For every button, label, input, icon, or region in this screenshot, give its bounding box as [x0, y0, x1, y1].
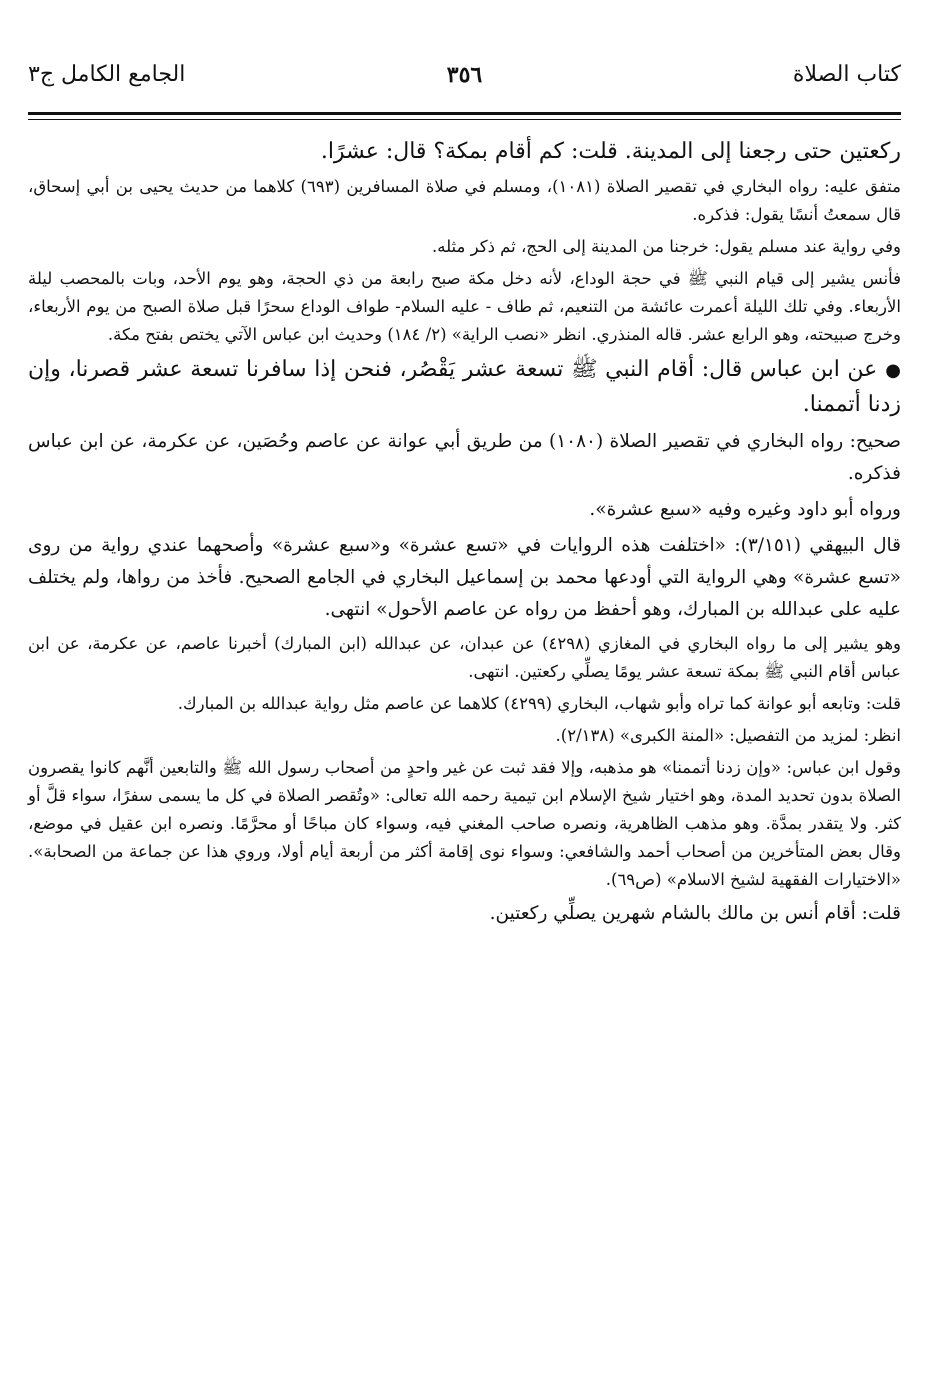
page-header: [28, 62, 901, 112]
takhrij-note: متفق عليه: رواه البخاري في تقصير الصلاة (١٠٨١)، ومسلم في صلاة المسافرين (٦٩٣) كلاهما من حديث يحيى بن أبي إسحاق، قال سمعتُ أنسًا يقول: فذكره.: [28, 177, 902, 224]
page-body: [28, 135, 901, 934]
hadith-continuation: ركعتين حتى رجعنا إلى المدينة. قلت: كم أقام بمكة؟ قال: عشرًا.: [320, 139, 901, 164]
bayhaqi-quote: قال البيهقي (٣/١٥١): «اختلفت هذه الروايات في «تسع عشرة» و«سبع عشرة» وأصحهما عندي رواية من روى «تسع عشرة» وهي الرواية التي أودعها محمد بن إسماعيل البخاري في الجامع الصحيح. فأخذ من رواها، ولم يختلف عليه على عبدالله بن المبارك، وهو أحفظ من رواه عن عاصم الأحول» انتهى.: [28, 535, 901, 620]
bukhari-maghazi-note: وهو يشير إلى ما رواه البخاري في المغازي (٤٢٩٨) عن عبدان، عن عبدالله (ابن المبارك) أخبرنا عاصم، عن عكرمة، عن ابن عباس أقام النبي ﷺ بمكة تسعة عشر يومًا يصلِّي ركعتين. انتهى.: [28, 634, 901, 681]
reference-note: انظر: لمزيد من التفصيل: «المنة الكبرى» (٢/١٣٨).: [555, 726, 901, 745]
header-rule-thin: [28, 119, 901, 120]
commentary-paragraph: فأنس يشير إلى قيام النبي ﷺ في حجة الوداع، لأنه دخل مكة صبح رابعة من ذي الحجة، وهو يوم الأحد، وبات بالمحصب ليلة الأربعاء. وفي تلك الليلة أعمرت عائشة من التنعيم، ثم طاف - عليه السلام- طواف الوداع سحرًا قبل صلاة الصبح من يوم الأربعاء، وخرج صبيحته، وهو الرابع عشر. قاله المنذري. انظر «نصب الراية» (٢/ ١٨٤) وحديث ابن عباس الآتي يختص بفتح مكة.: [28, 269, 901, 344]
ibn-taymiyyah-commentary: وقول ابن عباس: «وإن زدنا أتممنا» هو مذهبه، وإلا فقد ثبت عن غير واحدٍ من أصحاب رسول الله ﷺ والتابعين أنَّهم كانوا يقصرون الصلاة بدون تحديد المدة، وهو اختيار شيخ الإسلام ابن تيمية رحمه الله تعالى: «وتُقصر الصلاة في كل ما يسمى سفرًا، سواء قلَّ أو كثر. ولا يتقدر بمدَّة. وهو مذهب الظاهرية، ونصره صاحب المغني فيه، وسواء كان مباحًا أو محرَّمًا. ونصره ابن عقيل في موضع، وقال بعض المتأخرين من أصحاب أحمد والشافعي: وسواء نوى إقامة أكثر من أربعة أيام أولا، وروي هذا عن جماعة من الصحابة». «الاختيارات الفقهية لشيخ الاسلام» (ص٦٩).: [28, 758, 901, 889]
running-head-section: كتاب الصلاة: [792, 62, 901, 87]
header-rule-thick: [28, 112, 901, 115]
abu-dawud-note: ورواه أبو داود وغيره وفيه «سبع عشرة».: [589, 499, 901, 520]
hadith-text: عن ابن عباس قال: أقام النبي ﷺ تسعة عشر يَقْصُر، فنحن إذا سافرنا تسعة عشر قصرنا، وإن زدنا أتممنا.: [28, 357, 901, 417]
page-number: ٣٥٦: [446, 62, 483, 88]
variant-narration-note: وفي رواية عند مسلم يقول: خرجنا من المدينة إلى الحج، ثم ذكر مثله.: [432, 237, 901, 256]
closing-note: قلت: أقام أنس بن مالك بالشام شهرين يصلِّي ركعتين.: [489, 903, 901, 924]
running-head-title: الجامع الكامل ج٣: [28, 62, 186, 87]
mutabaat-note: قلت: وتابعه أبو عوانة كما تراه وأبو شهاب، البخاري (٤٢٩٩) كلاهما عن عاصم مثل رواية عبدالله بن المبارك.: [177, 694, 901, 713]
takhrij-sahih: صحيح: رواه البخاري في تقصير الصلاة (١٠٨٠) من طريق أبي عوانة عن عاصم وحُصَين، عن عكرمة، عن ابن عباس فذكره.: [28, 431, 901, 484]
hadith-bullet-icon: ●: [885, 360, 901, 381]
hadith-ibn-abbas: [28, 353, 901, 422]
